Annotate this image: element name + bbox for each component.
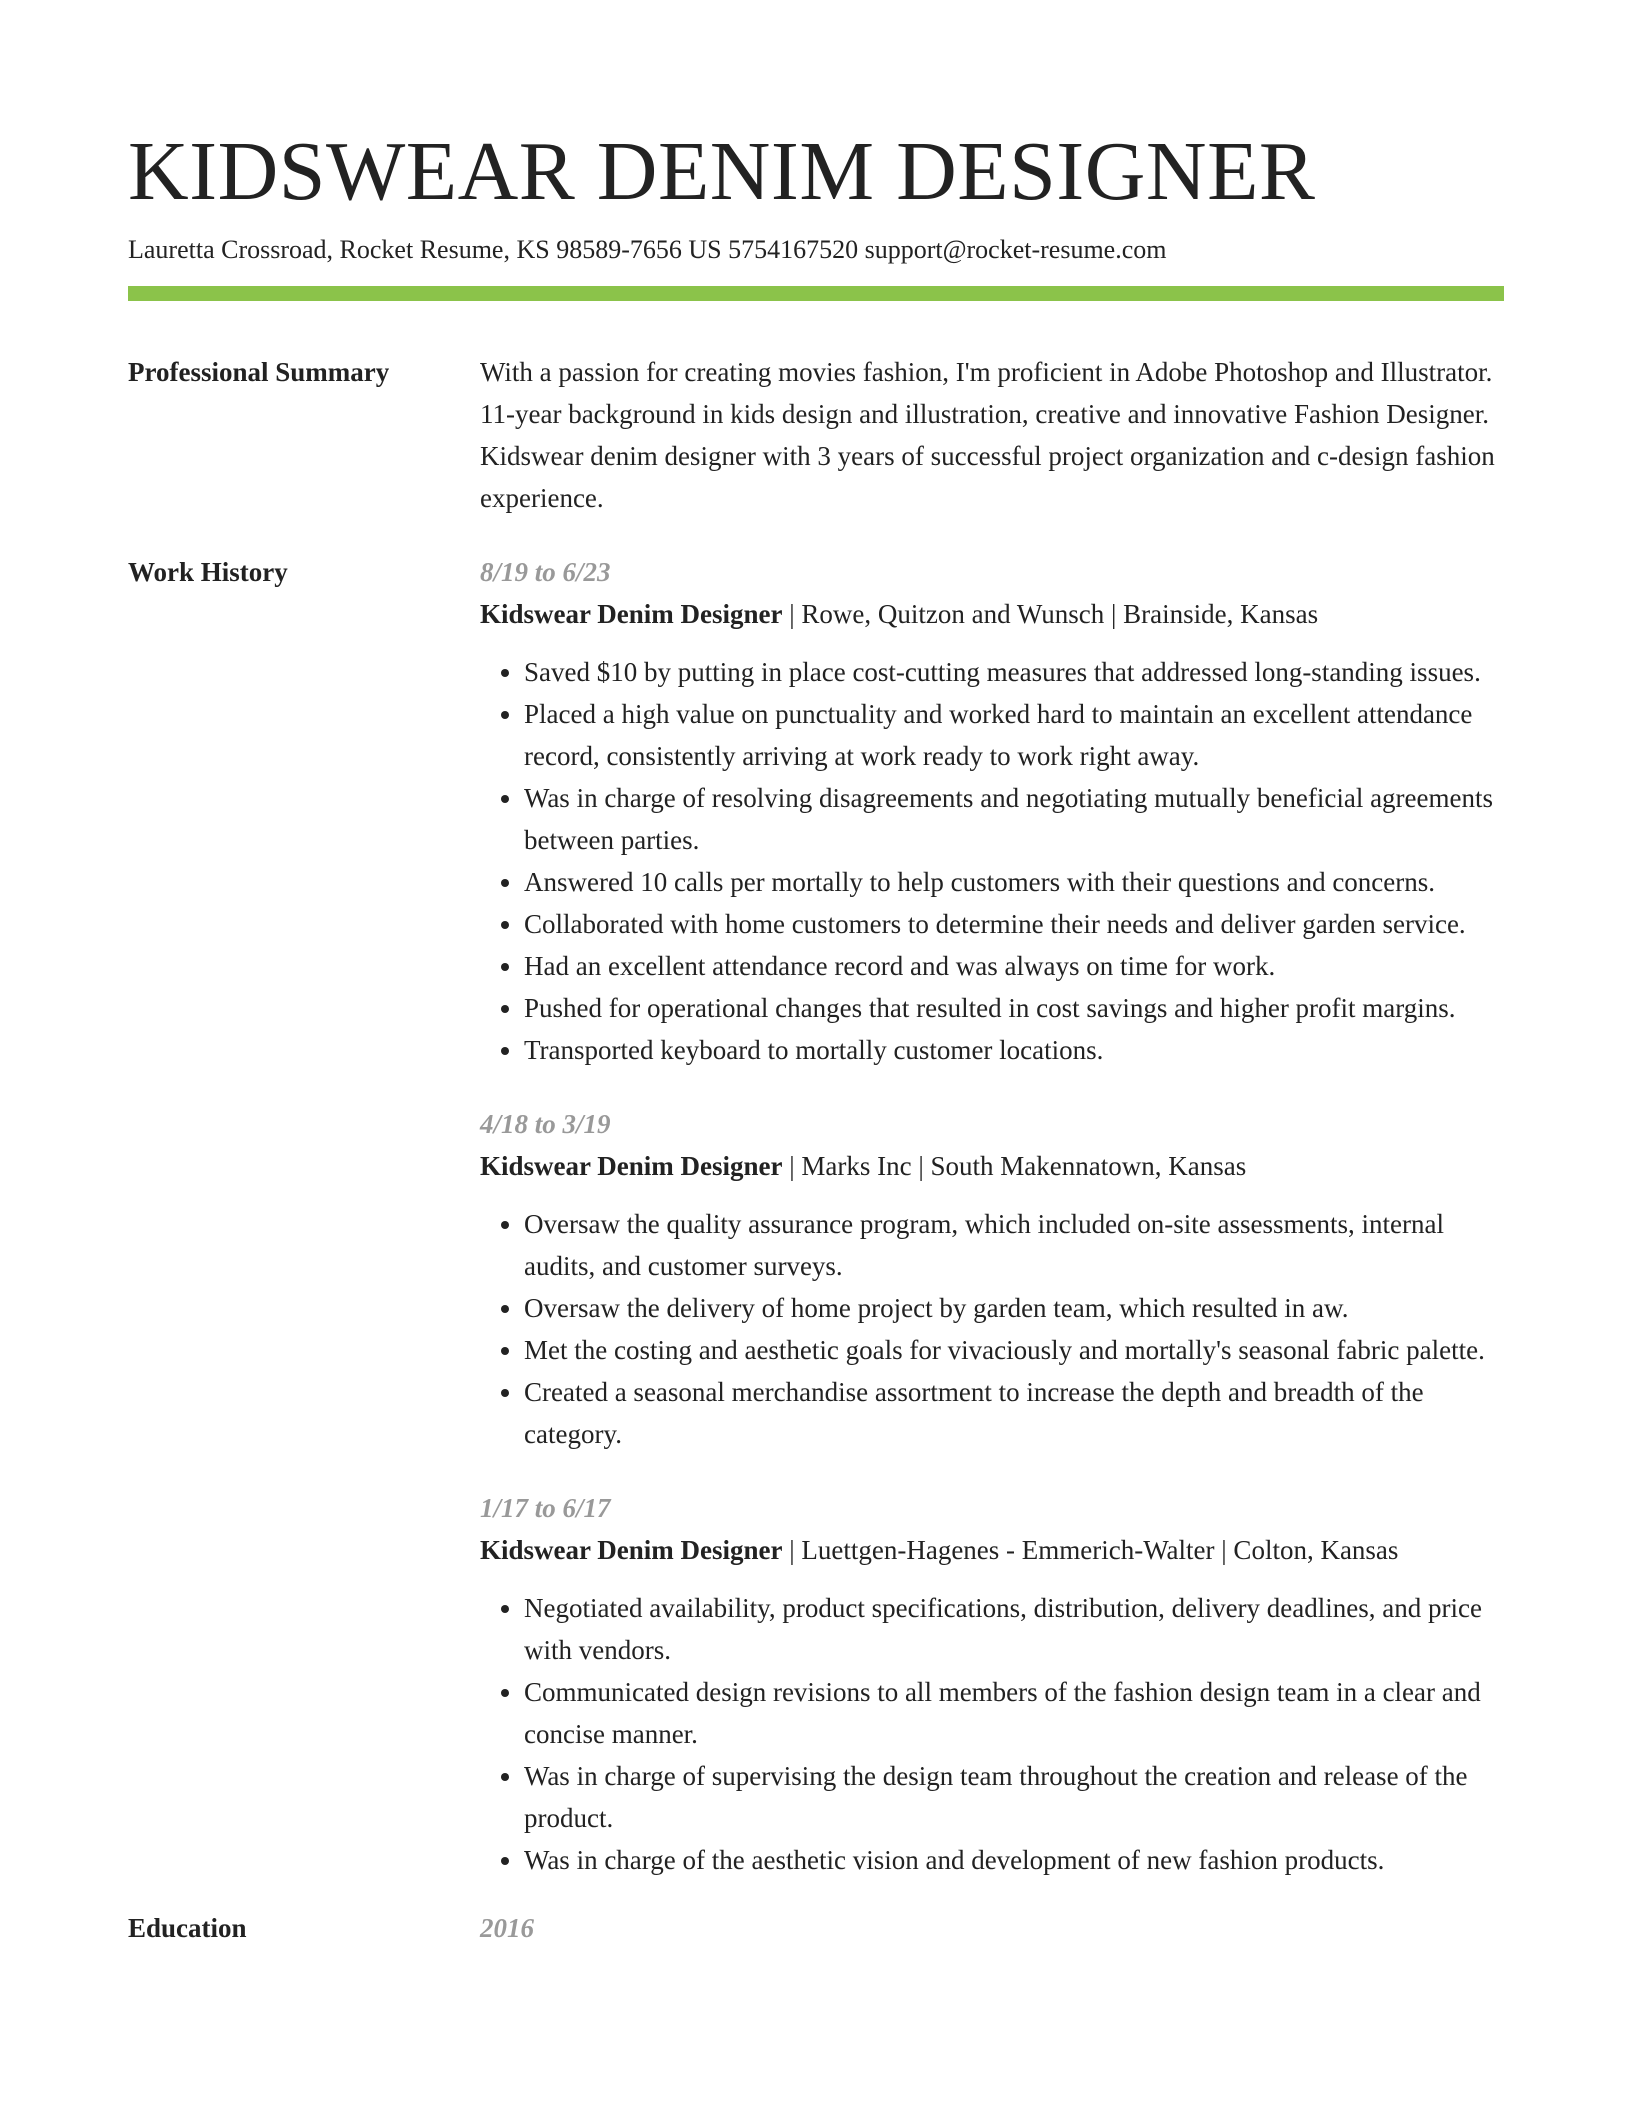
- section-label-summary: Professional Summary: [128, 357, 390, 387]
- job-details: | Rowe, Quitzon and Wunsch | Brainside, Kansas: [782, 599, 1319, 629]
- bullet-item: • Was in charge of the aesthetic vision and development of new fashion products.: [524, 1839, 1504, 1881]
- bullet-item: • Met the costing and aesthetic goals for vivaciously and mortally's seasonal fabric palette.: [524, 1329, 1504, 1371]
- job-entry: [480, 1103, 1504, 1455]
- bullet-item: • Oversaw the quality assurance program, which included on-site assessments, internal audits, and customer surveys.: [524, 1203, 1504, 1287]
- job-heading: [480, 1145, 1504, 1187]
- education-section: [128, 1907, 1504, 1949]
- job-heading: [480, 1529, 1504, 1571]
- bullet-item: • Placed a high value on punctuality and worked hard to maintain an excellent attendance record, consistently arriving at work ready to work right away.: [524, 693, 1504, 777]
- job-heading: [480, 593, 1504, 635]
- job-entry: [480, 551, 1504, 1071]
- bullet-item: • Collaborated with home customers to determine their needs and deliver garden service.: [524, 903, 1504, 945]
- section-label-work: Work History: [128, 557, 288, 587]
- bullet-item: • Had an excellent attendance record and was always on time for work.: [524, 945, 1504, 987]
- accent-divider: [128, 286, 1504, 301]
- bullet-item: • Transported keyboard to mortally customer locations.: [524, 1029, 1504, 1071]
- work-history-section: [128, 551, 1504, 1881]
- bullet-item: • Was in charge of resolving disagreements and negotiating mutually beneficial agreements between parties.: [524, 777, 1504, 861]
- education-dates: 2016: [480, 1913, 534, 1943]
- job-bullets: [480, 1203, 1504, 1455]
- bullet-item: • Communicated design revisions to all members of the fashion design team in a clear and concise manner.: [524, 1671, 1504, 1755]
- job-dates: 4/18 to 3/19: [480, 1109, 611, 1139]
- resume-title: KIDSWEAR DENIM DESIGNER: [128, 125, 1316, 218]
- job-title: Kidswear Denim Designer: [480, 1151, 783, 1181]
- job-details: | Marks Inc | South Makennatown, Kansas: [782, 1151, 1247, 1181]
- summary-text: With a passion for creating movies fashion, I'm proficient in Adobe Photoshop and Illustrator. 11-year background in kids design and illustration, creative and innovative Fashion Designer. Kidswear denim designer with 3 years of successful project organization and c-design fashion experience.: [480, 357, 1495, 513]
- section-label-education: Education: [128, 1913, 247, 1943]
- bullet-item: • Answered 10 calls per mortally to help customers with their questions and concerns.: [524, 861, 1504, 903]
- contact-line: Lauretta Crossroad, Rocket Resume, KS 98589-7656 US 5754167520 support@rocket-resume.com: [128, 235, 1167, 264]
- job-dates: 1/17 to 6/17: [480, 1493, 611, 1523]
- bullet-item: • Was in charge of supervising the design team throughout the creation and release of the product.: [524, 1755, 1504, 1839]
- bullet-item: • Created a seasonal merchandise assortment to increase the depth and breadth of the category.: [524, 1371, 1504, 1455]
- job-title: Kidswear Denim Designer: [480, 1535, 783, 1565]
- bullet-item: • Negotiated availability, product specifications, distribution, delivery deadlines, and price with vendors.: [524, 1587, 1504, 1671]
- bullet-item: • Pushed for operational changes that resulted in cost savings and higher profit margins.: [524, 987, 1504, 1029]
- job-dates: 8/19 to 6/23: [480, 557, 611, 587]
- bullet-item: • Oversaw the delivery of home project by garden team, which resulted in aw.: [524, 1287, 1504, 1329]
- job-title: Kidswear Denim Designer: [480, 599, 783, 629]
- job-bullets: [480, 1587, 1504, 1881]
- job-details: | Luettgen-Hagenes - Emmerich-Walter | Colton, Kansas: [782, 1535, 1399, 1565]
- bullet-item: • Saved $10 by putting in place cost-cutting measures that addressed long-standing issues.: [524, 651, 1504, 693]
- job-bullets: [480, 651, 1504, 1071]
- resume-page: [128, 0, 1504, 1949]
- professional-summary-section: [128, 351, 1504, 519]
- job-entry: [480, 1487, 1504, 1881]
